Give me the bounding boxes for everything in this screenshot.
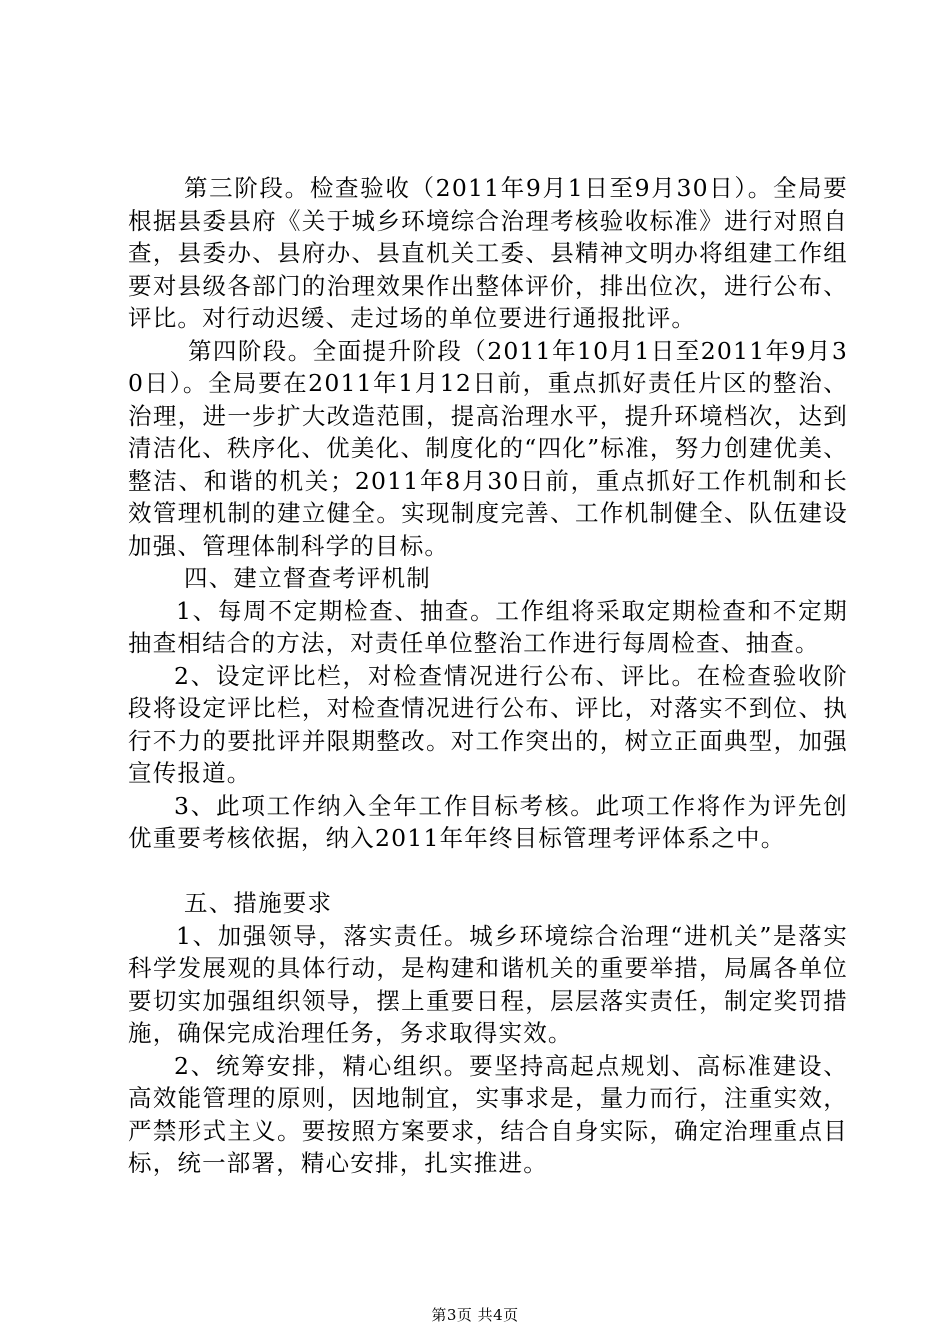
section-heading-supervision: 四、建立督查考评机制: [184, 564, 431, 592]
section-heading-measures: 五、措施要求: [184, 889, 333, 917]
paragraph-item-1-weekly-check: 1、每周不定期检查、抽查。工作组将采取定期检查和不定期抽查相结合的方法，对责任单位整治工作进行每周检查、抽查。: [128, 596, 848, 657]
blank-line: [128, 855, 848, 888]
paragraph-item-3-annual-assessment: 3、此项工作纳入全年工作目标考核。此项工作将作为评先创优重要考核依据，纳入2011年年终目标管理考评体系之中。: [128, 791, 848, 852]
page-number-footer: 第3页 共4页: [431, 1306, 519, 1324]
paragraph-measure-2-planning: 2、统筹安排，精心组织。要坚持高起点规划、高标准建设、高效能管理的原则，因地制宜，实事求是，量力而行，注重实效，严禁形式主义。要按照方案要求，结合自身实际，确定治理重点目标，统一部署，精心安排，扎实推进。: [128, 1051, 848, 1177]
paragraph-item-2-rating-board: 2、设定评比栏，对检查情况进行公布、评比。在检查验收阶段将设定评比栏，对检查情况进行公布、评比，对落实不到位、执行不力的要批评并限期整改。对工作突出的，树立正面典型，加强宣传报道。: [128, 661, 848, 787]
paragraph-stage-three: 第三阶段。检查验收（2011年9月1日至9月30日）。全局要根据县委县府《关于城乡环境综合治理考核验收标准》进行对照自查，县委办、县府办、县直机关工委、县精神文明办将组建工作组要对县级各部门的治理效果作出整体评价，排出位次，进行公布、评比。对行动迟缓、走过场的单位要进行通报批评。: [128, 174, 848, 332]
document-body: [128, 172, 848, 1180]
paragraph-stage-four: 第四阶段。全面提升阶段（2011年10月1日至2011年9月30日）。全局要在2011年1月12日前，重点抓好责任片区的整治、治理，进一步扩大改造范围，提高治理水平，提升环境档次，达到清洁化、秩序化、优美化、制度化的“四化”标准，努力创建优美、整洁、和谐的机关；2011年8月30日前，重点抓好工作机制和长效管理机制的建立健全。实现制度完善、工作机制健全、队伍建设加强、管理体制科学的目标。: [128, 336, 848, 560]
paragraph-measure-1-leadership: 1、加强领导，落实责任。城乡环境综合治理“进机关”是落实科学发展观的具体行动，是构建和谐机关的重要举措，局属各单位要切实加强组织领导，摆上重要日程，层层落实责任，制定奖罚措施，确保完成治理任务，务求取得实效。: [128, 921, 848, 1047]
